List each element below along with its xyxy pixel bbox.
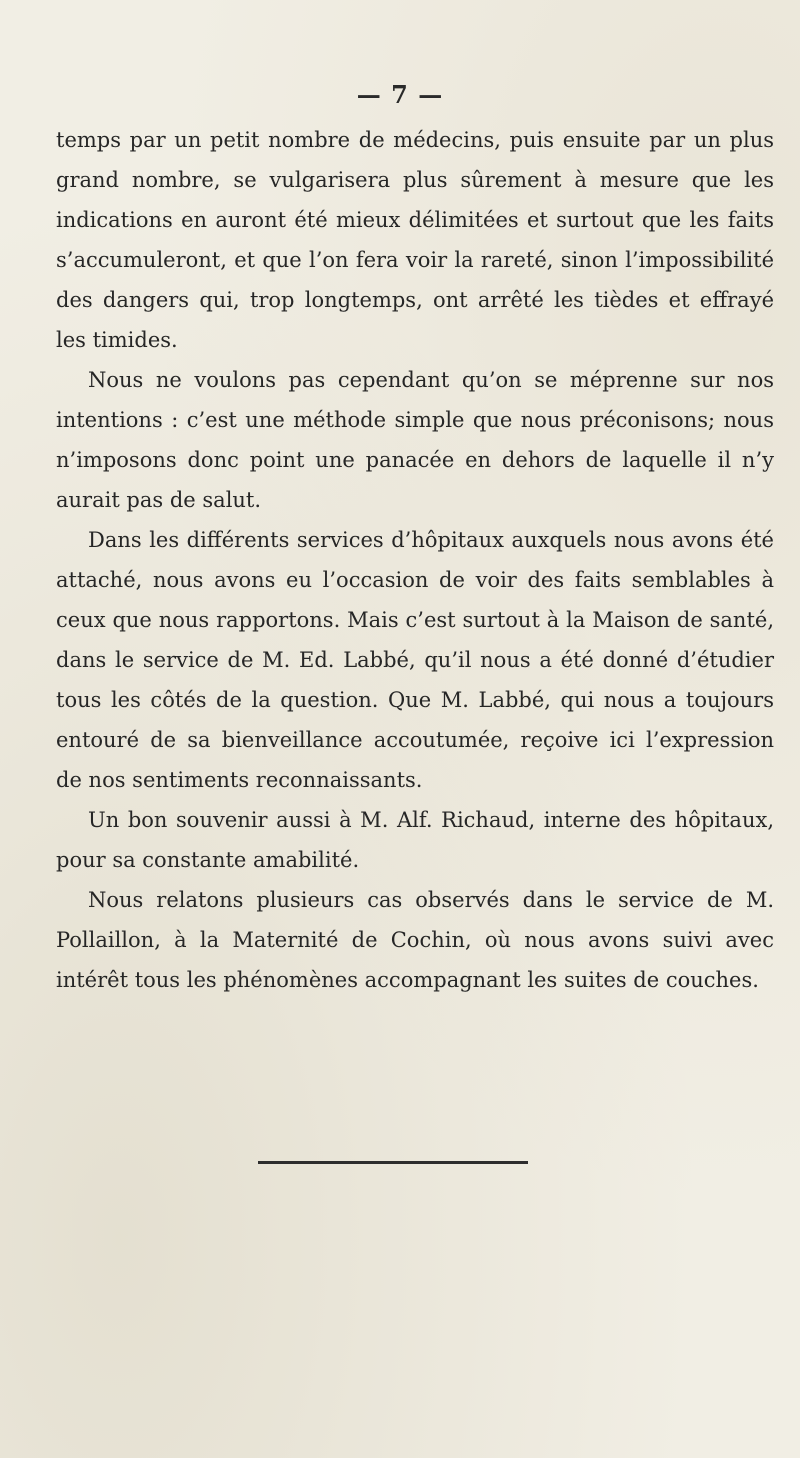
page-number: — 7 —	[356, 80, 444, 109]
paragraph-2: Nous ne voulons pas cependant qu’on se méprenne sur nos intentions : c’est une méthode simple que nous préconisons; nous n’imposons donc point une panacée en dehors de laquelle il n’y aurait pas de salut.	[56, 368, 774, 512]
paragraph-3: Dans les différents services d’hôpitaux auxquels nous avons été attaché, nous avons eu l’occasion de voir des faits semblables à ceux que nous rapportons. Mais c’est surtout à la Maison de santé, dans le service de M. Ed. Labbé, qu’il nous a été donné d’étudier tous les côtés de la question. Que M. Labbé, qui nous a toujours entouré de sa bienveillance accoutumée, reçoive ici l’expression de nos sentiments reconnaissants.	[56, 528, 774, 792]
paragraph-4: Un bon souvenir aussi à M. Alf. Richaud, interne des hôpitaux, pour sa constante amabilité.	[56, 808, 774, 872]
paragraph-5: Nous relatons plusieurs cas observés dans le service de M. Pollaillon, à la Maternité de Cochin, où nous avons suivi avec intérêt tous les phénomènes accompagnant les suites de couches.	[56, 888, 774, 992]
section-divider	[258, 1161, 528, 1164]
paragraph-1: temps par un petit nombre de médecins, puis ensuite par un plus grand nombre, se vulgarisera plus sûrement à mesure que les indications en auront été mieux délimitées et surtout que les faits s’accumuleront, et que l’on fera voir la rareté, sinon l’impossibilité des dangers qui, trop longtemps, ont arrêté les tièdes et effrayé les timides.	[56, 128, 774, 352]
body-text	[56, 120, 774, 1000]
